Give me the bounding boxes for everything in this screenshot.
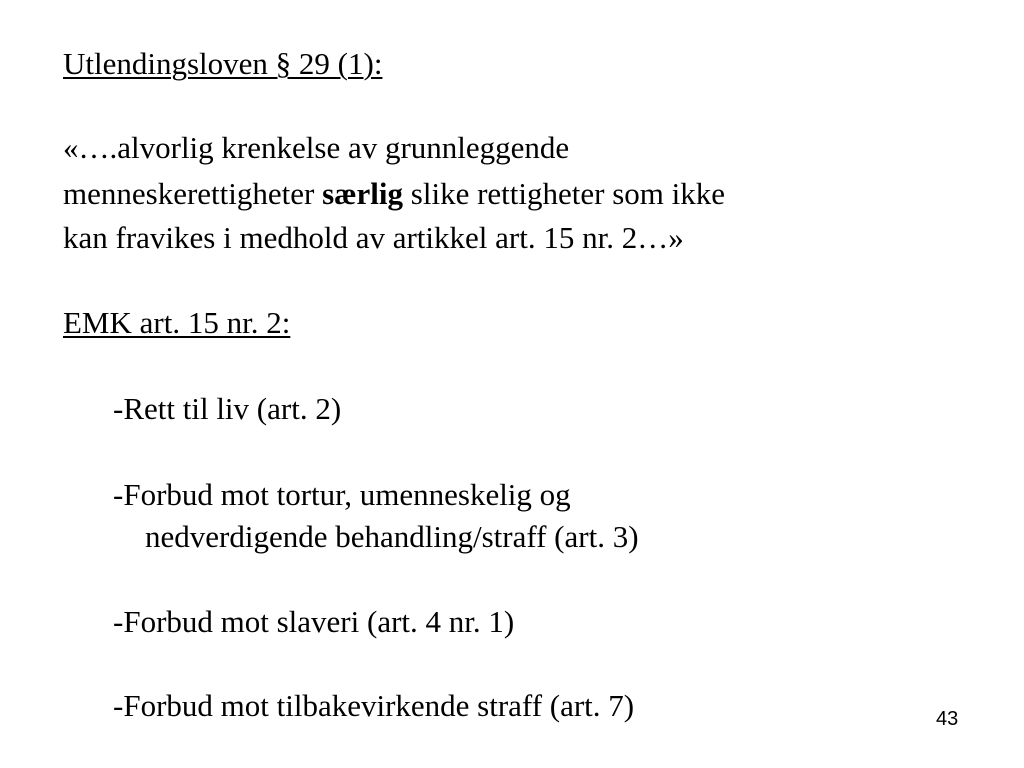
quote-line-3: kan fravikes i medhold av artikkel art. 15 nr. 2…» <box>63 220 684 255</box>
list-item-forbud-tortur: -Forbud mot tortur, umenneskelig og <box>113 477 571 512</box>
quote-line-2 <box>63 176 725 212</box>
quote-line-1: «….alvorlig krenkelse av grunnleggende <box>63 130 570 165</box>
list-item-rett-til-liv: -Rett til liv (art. 2) <box>113 391 342 426</box>
quote-emphasis: særlig <box>322 176 404 211</box>
quote-line-2-end: slike rettigheter som ikke <box>403 176 726 211</box>
list-item-forbud-tortur-continuation: nedverdigende behandling/straff (art. 3) <box>145 519 639 554</box>
slide-number: 43 <box>936 708 959 730</box>
heading-emk: EMK art. 15 nr. 2: <box>63 305 291 340</box>
heading-utlendingsloven: Utlendingsloven § 29 (1): <box>63 46 383 81</box>
quote-line-2-start: menneskerettigheter <box>63 176 323 211</box>
list-item-forbud-tilbakevirkende: -Forbud mot tilbakevirkende straff (art. 7) <box>113 688 635 723</box>
list-item-forbud-slaveri: -Forbud mot slaveri (art. 4 nr. 1) <box>113 604 515 639</box>
